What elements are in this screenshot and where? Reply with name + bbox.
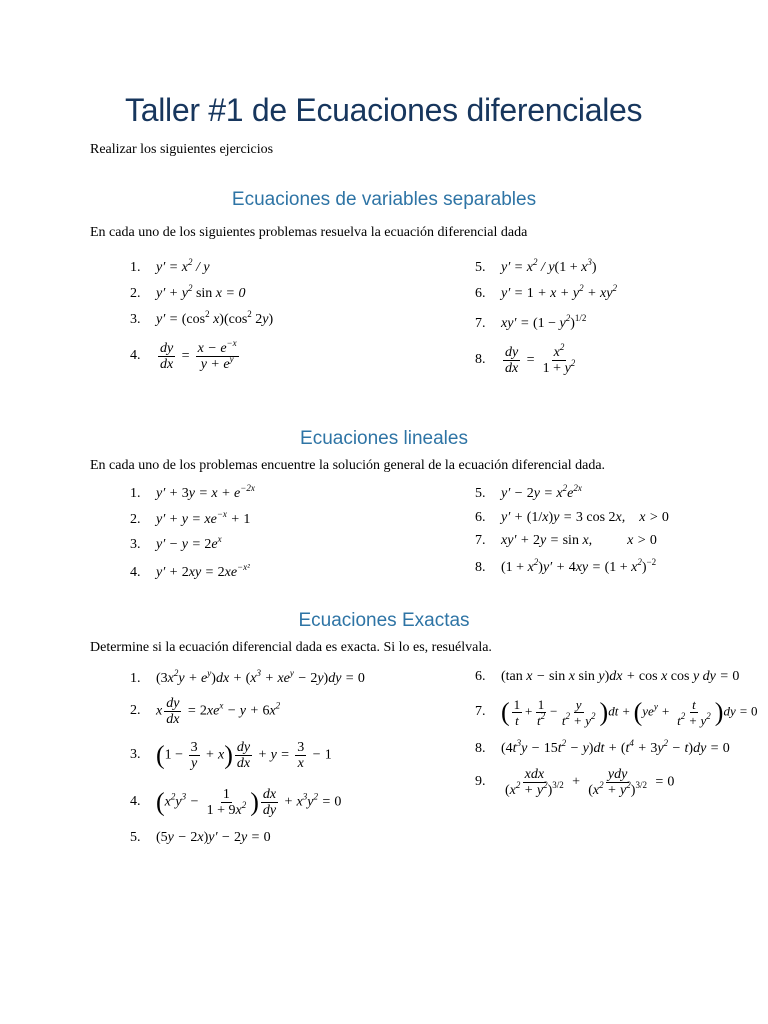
exercise-exactas-8: 8. $(4t^3y - 15t^2 - y)dt + (t^4 + 3y^2 - t)dy = 0$ xyxy=(475,738,730,756)
exercise-separables-8: 8. $\frac{dy}{dx}$ = $\frac{x^2}{1 + y^2}$ xyxy=(475,341,576,376)
section-instruction-separables: En cada uno de los siguientes problemas resuelva la ecuación diferencial dada xyxy=(90,225,528,240)
section-heading-separables: Ecuaciones de variables separables xyxy=(231,189,537,210)
section-heading-lineales: Ecuaciones lineales xyxy=(300,428,468,449)
exercise-separables-7: 7. $xy' = (1 - y^2)^{1/2}$ xyxy=(475,313,587,331)
exercise-separables-2: 2. $y' + y^2$ sin x = 0 xyxy=(130,283,246,301)
exercise-exactas-5: 5. (5y − 2x)y′ − 2y = 0 xyxy=(130,830,271,845)
exercise-lineales-6: 6. y′ + (1/x)y = 3 cos 2x, x > 0 xyxy=(475,510,669,525)
page-title: Taller #1 de Ecuaciones diferenciales xyxy=(125,92,643,128)
exercise-exactas-6: 6. (tan x − sin x sin y)dx + cos x cos y dy = 0 xyxy=(475,669,740,684)
section-instruction-lineales: En cada uno de los problemas encuentre la solución general de la ecuación diferencial dada. xyxy=(90,458,606,473)
exercise-separables-4: 4. $\frac{dy}{dx}$ = $\frac{x - e^{-x}}{y + e^y}$ xyxy=(130,337,237,372)
exercise-separables-6: 6. $y' = 1 + x + y^2 + xy^2$ xyxy=(475,283,617,301)
exercise-lineales-8: 8. $(1 + x^2)y' + 4xy = (1 + x^2)^{-2}$ xyxy=(475,557,657,575)
exercise-exactas-7: 7. ( $\frac{1}{t}$ + $\frac{1}{t^2}$ − $\frac{y}{t^2 + y^2}$ )$dt + (ye^y$ + $\frac{t}{t^2 + y^2}$ )dy = 0 xyxy=(475,696,758,728)
intro-text: Realizar los siguientes ejercicios xyxy=(90,142,274,157)
exercise-exactas-3: 3. (1 − $\frac{3}{y}$ + x) $\frac{dy}{dx}$ + y = $\frac{3}{x}$ − 1 xyxy=(130,739,332,771)
exercise-separables-1: 1. $y' = x^2 / y$ xyxy=(130,257,210,275)
exercise-exactas-4: 4. ($x^2y^3$ − $\frac{1}{1 + 9x^2}$ ) $\frac{dx}{dy}$ + $x^3y^2 = 0$ xyxy=(130,786,342,818)
exercise-exactas-9: 9. $\frac{\text{xdx}}{(x^2 + y^2)^{3/2}}$ + $\frac{\text{ydy}}{(x^2 + y^2)^{3/2}}$ = 0 xyxy=(475,766,675,798)
exercise-lineales-7: 7. xy′ + 2y = sin x, x > 0 xyxy=(475,533,657,548)
exercise-lineales-2: 2. $y' + y = xe^{-x} + 1$ xyxy=(130,509,251,527)
exercise-separables-3: 3. $y' = (\cos^2$ $x)(\cos^2$ 2y) xyxy=(130,309,274,327)
section-instruction-exactas: Determine si la ecuación diferencial dada es exacta. Si lo es, resuélvala. xyxy=(90,640,492,655)
exercise-lineales-1: 1. $y' + 3y = x + e^{-2x}$ xyxy=(130,483,255,501)
exercise-exactas-1: 1. $(3x^2y + e^y)dx + (x^3 + xe^y - 2y)dy = 0$ xyxy=(130,668,365,686)
exercise-lineales-4: 4. $y' + 2xy = 2xe^{-x^2}$ xyxy=(130,562,250,580)
exercise-exactas-2: 2. x $\frac{dy}{dx}$ = $2xe^x - y + 6x^2$ xyxy=(130,695,281,727)
exercise-lineales-5: 5. $y' - 2y = x^2e^{2x}$ xyxy=(475,483,582,501)
section-heading-exactas: Ecuaciones Exactas xyxy=(298,610,470,631)
exercise-separables-5: 5. $y' = x^2 / y(1 + x^3)$ xyxy=(475,257,597,275)
exercise-lineales-3: 3. $y' - y = 2e^x$ xyxy=(130,534,222,552)
